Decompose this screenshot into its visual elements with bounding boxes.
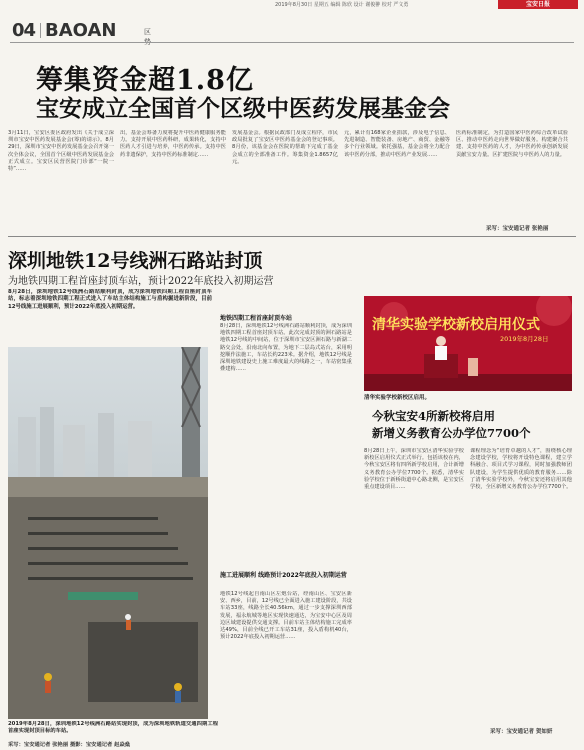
page-number: 04 (12, 20, 36, 41)
date-line: 2019年8月30日 星期五 编辑 陈欣 设计 谢俊翀 校对 严文勇 (275, 2, 409, 8)
story3-col-a: 8月28日上午，深圳市宝安区清华实验学校新校区启用仪式正式举行。包括该校在内，今秋宝安区将有四所新学校启用，合计新增义务教育公办学位7700个。据悉，清华实验学校位于新桥街道中心路北侧，是宝安区重点建设项目…… (364, 448, 464, 491)
metro-construction-photo (8, 347, 208, 719)
story2-lead: 8月28日，深圳地铁12号线洲石路站顺利封顶，成为深圳地铁四期工程首座封顶车站，标志着深圳地铁四期工程正式进入了车站主体结构施工与盾构掘进新阶段，目前12号线施工进展顺利，预计2022年底投入初期运营。 (8, 289, 212, 310)
story2-col-b: 地铁12号线起自南山区左炮台站，经南山区、宝安区新安、西乡，目前，12号线已全面进入施工建设阶段，共设车站33座，线路全长40.56km，通过一步支撑深圳西部发展，福永航城等地区实现快速通达，为宝安中心区及周边区域建设提供交通支撑。目前车站主体结构施工完成率达49%，目前全线已开工车站31座，投入盾构机40台，预计2022年底投入初期运营…… (220, 591, 352, 641)
story1-col-2: 出，基金会筹备力度将提升中医药健康服务能力。支持开展中医药科研，成果转化，支持中医药人才引进与培养，中医药传承。支持中医药非遗保护，支持中医药标准制定…… (120, 130, 226, 158)
header-rule (10, 42, 574, 43)
story1-col-1: 3月11日，宝安区委区政府发出《关于成立深圳市宝安中医药发展基金会(筹)的请示》。8月29日，深圳市宝安中医药发展基金会召开第一次全体会议，全国首个区级中医药发展基金会正式成立。宝安区民营医院门诊部“一院一特”…… (8, 130, 114, 173)
story3-col-b: 课程理念为“培育卓越的人才”，围绕核心理念建设学校，学校将开设特色课程，建立学科融合、项目式学习课程，同时加强教师团队建设，为学生提供优质的教育服务……除了清华实验学校外，今秋宝安还将启用其他学校，全区新增义务教育公办学位7700个。 (470, 448, 572, 491)
story1-col-4: 元，累计有168家企业捐款，涉及电子信息、先进制造、智能装备、房地产、商贸、金融等多个行业领域。依托强基，基金会将全力配合该中医药分部，推动中医药产业发展…… (344, 130, 450, 158)
story1-headline-2: 宝安成立全国首个区级中医药发展基金会 (36, 95, 450, 122)
story2-headline: 深圳地铁12号线洲石路站封顶 (8, 250, 263, 272)
story1-headline-1: 筹集资金超1.8亿 (36, 65, 254, 96)
section-cn: 区势 (144, 28, 151, 46)
story2-col-a: 8月28日，深圳地铁12号线洲石路站顺利封顶，成为深圳地铁四期工程首座封顶车站。此次完成封顶的洲石路站是地铁12号线的中间站，位于深圳市宝安区洲石路与新湖二路交会处，沿南北向布置，为地下二层岛式站台，采用明挖顺作法施工，车站长约223米。据介绍，地铁12号线是深圳地铁建设史上施工难度最大的线路之一，车站密集重叠建构…… (220, 323, 352, 373)
school-photo-caption: 清华实验学校新校区启用。 (364, 395, 431, 401)
school-photo-art (364, 296, 572, 391)
story2-credit: 采写：宝安通记者 张艳丽 摄影：宝安通记者 赵焱燊 (8, 742, 131, 748)
story2-subheadline: 为地铁四期工程首座封顶车站，预计2022年底投入初期运营 (8, 276, 274, 287)
banner-text: 清华实验学校新校启用仪式 (372, 317, 540, 333)
metro-photo-art (8, 347, 208, 719)
school-event-photo (364, 296, 572, 391)
section-divider (40, 23, 41, 38)
story1-col-3: 发展基金会。根据民政部门及成立程序，市民政局批复了宝安区中医药基金会的登记事项。8月份，该基金会在医院的帮助下完成了基金会成立的全部准备工作。筹集资金1.8657亿元。 (232, 130, 338, 165)
banner-date: 2019年8月28日 (500, 335, 549, 343)
section-rule (8, 236, 576, 237)
masthead-top (0, 0, 584, 8)
brand-logo: 宝安日报 (498, 0, 578, 9)
story2-subhead-a: 地铁四期工程首座封顶车站 (220, 315, 293, 322)
story3-credit: 采写：宝安通记者 贺如妍 (490, 729, 553, 735)
metro-photo-caption: 2019年8月28日，深圳地铁12号线洲石路站实现封顶，成为深圳地铁轨道交通四期工程首座实现封顶目标的车站。 (8, 721, 218, 735)
story3-headline-2: 新增义务教育公办学位7700个 (372, 426, 531, 440)
story2-subhead-b: 施工进展顺利 线路预计2022年底投入初期运营 (220, 572, 347, 579)
story1-col-5: 医药标准制定，为打造国家中医药综合改革试验区、推动中医药走向世界做好服务。构建聚合共建、支持中医药的人才，为中医药传承创新发展贡献宝安力量。区扩建医院与中医药人的力量。 (456, 130, 568, 158)
story1-credit: 采写：宝安通记者 张艳丽 (486, 226, 549, 232)
story3-headline-1: 今秋宝安4所新校将启用 (372, 409, 496, 423)
section-en: BAOAN (45, 20, 117, 41)
